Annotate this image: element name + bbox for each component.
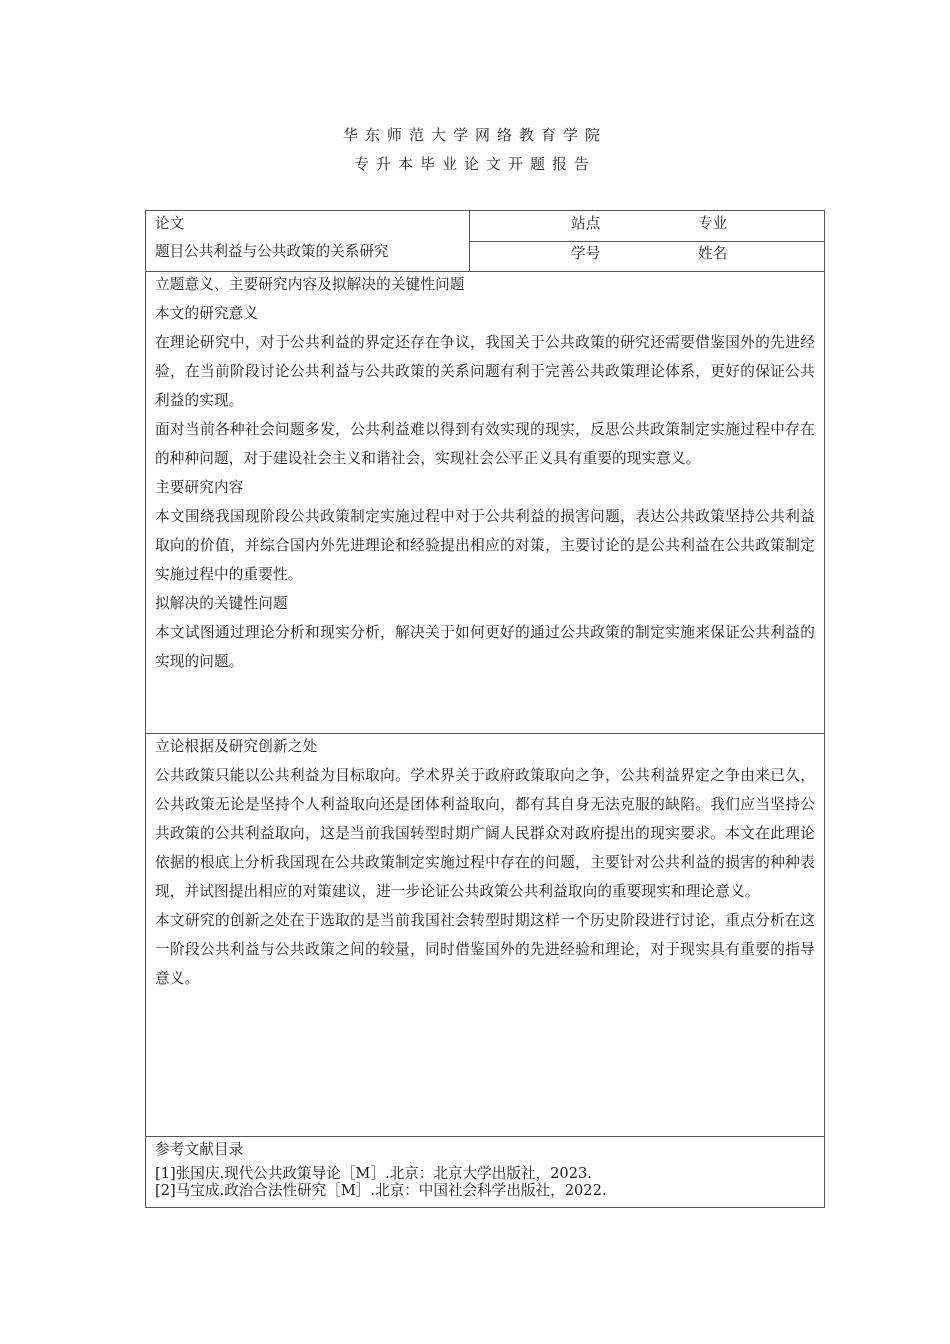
section1-heading: 立题意义、主要研究内容及拟解决的关键性问题: [155, 276, 465, 293]
section-basis-innovation: [146, 733, 824, 1136]
innovation-paragraph: 本文研究的创新之处在于选取的是当前我国社会转型时期这样一个历史阶段进行讨论，重点分析在这一阶段公共利益与公共政策之间的较量，同时借鉴国外的先进经验和理论，对于现实具有重要的指导意义。: [155, 912, 815, 987]
problem-heading: 拟解决的关键性问题: [155, 595, 288, 612]
thesis-label: 论文: [155, 215, 185, 232]
reference-item: [1]张国庆.现代公共政策导论［M］.北京：北京大学出版社，2023.: [155, 1165, 592, 1182]
station-label: 站点: [571, 215, 601, 232]
section2-heading: 立论根据及研究创新之处: [155, 738, 318, 755]
report-form: [145, 210, 825, 1208]
section-significance-content: [146, 271, 824, 733]
institution-title: 华东师范大学网络教育学院: [342, 126, 607, 144]
significance-heading: 本文的研究意义: [155, 305, 259, 322]
major-label: 专业: [698, 215, 728, 232]
significance-paragraph-1: 在理论研究中，对于公共利益的界定还存在争议，我国关于公共政策的研究还需要借鉴国外的先进经验，在当前阶段讨论公共利益与公共政策的关系问题有利于完善公共政策理论体系，更好的保证公共利益的实现。: [155, 334, 815, 409]
report-title: 专升本毕业论文开题报告: [353, 155, 596, 173]
student-id-label: 学号: [571, 245, 601, 262]
section-references: [146, 1136, 824, 1208]
info-section: [146, 211, 824, 271]
content-paragraph: 本文围绕我国现阶段公共政策制定实施过程中对于公共利益的损害问题，表达公共政策坚持公共利益取向的价值，并综合国内外先进理论和经验提出相应的对策，主要讨论的是公共利益在公共政策制定实施过程中的重要性。: [155, 508, 815, 583]
topic-label: 题目: [155, 243, 185, 260]
significance-paragraph-2: 面对当前各种社会问题多发，公共利益难以得到有效实现的现实，反思公共政策制定实施过程中存在的种种问题，对于建设社会主义和谐社会，实现社会公平正义具有重要的现实意义。: [155, 421, 815, 467]
topic-line: [155, 237, 389, 267]
references-heading: 参考文献目录: [155, 1141, 244, 1158]
reference-item: [2]马宝成.政治合法性研究［M］.北京：中国社会科学出版社，2022.: [155, 1182, 607, 1199]
topic-value: 公共利益与公共政策的关系研究: [184, 243, 389, 260]
problem-paragraph: 本文试图通过理论分析和现实分析，解决关于如何更好的通过公共政策的制定实施来保证公共利益的实现的问题。: [155, 624, 815, 670]
content-heading: 主要研究内容: [155, 479, 244, 496]
name-label: 姓名: [698, 245, 728, 262]
basis-paragraph: 公共政策只能以公共利益为目标取向。学术界关于政府政策取向之争，公共利益界定之争由来已久，公共政策无论是坚持个人利益取向还是团体利益取向，都有其自身无法克服的缺陷。我们应当坚持公共政策的公共利益取向，这是当前我国转型时期广阔人民群众对政府提出的现实要求。本文在此理论依据的根底上分析我国现在公共政策制定实施过程中存在的问题，主要针对公共利益的损害的种种表现，并试图提出相应的对策建议，进一步论证公共政策公共利益取向的重要现实和理论意义。: [155, 767, 815, 900]
